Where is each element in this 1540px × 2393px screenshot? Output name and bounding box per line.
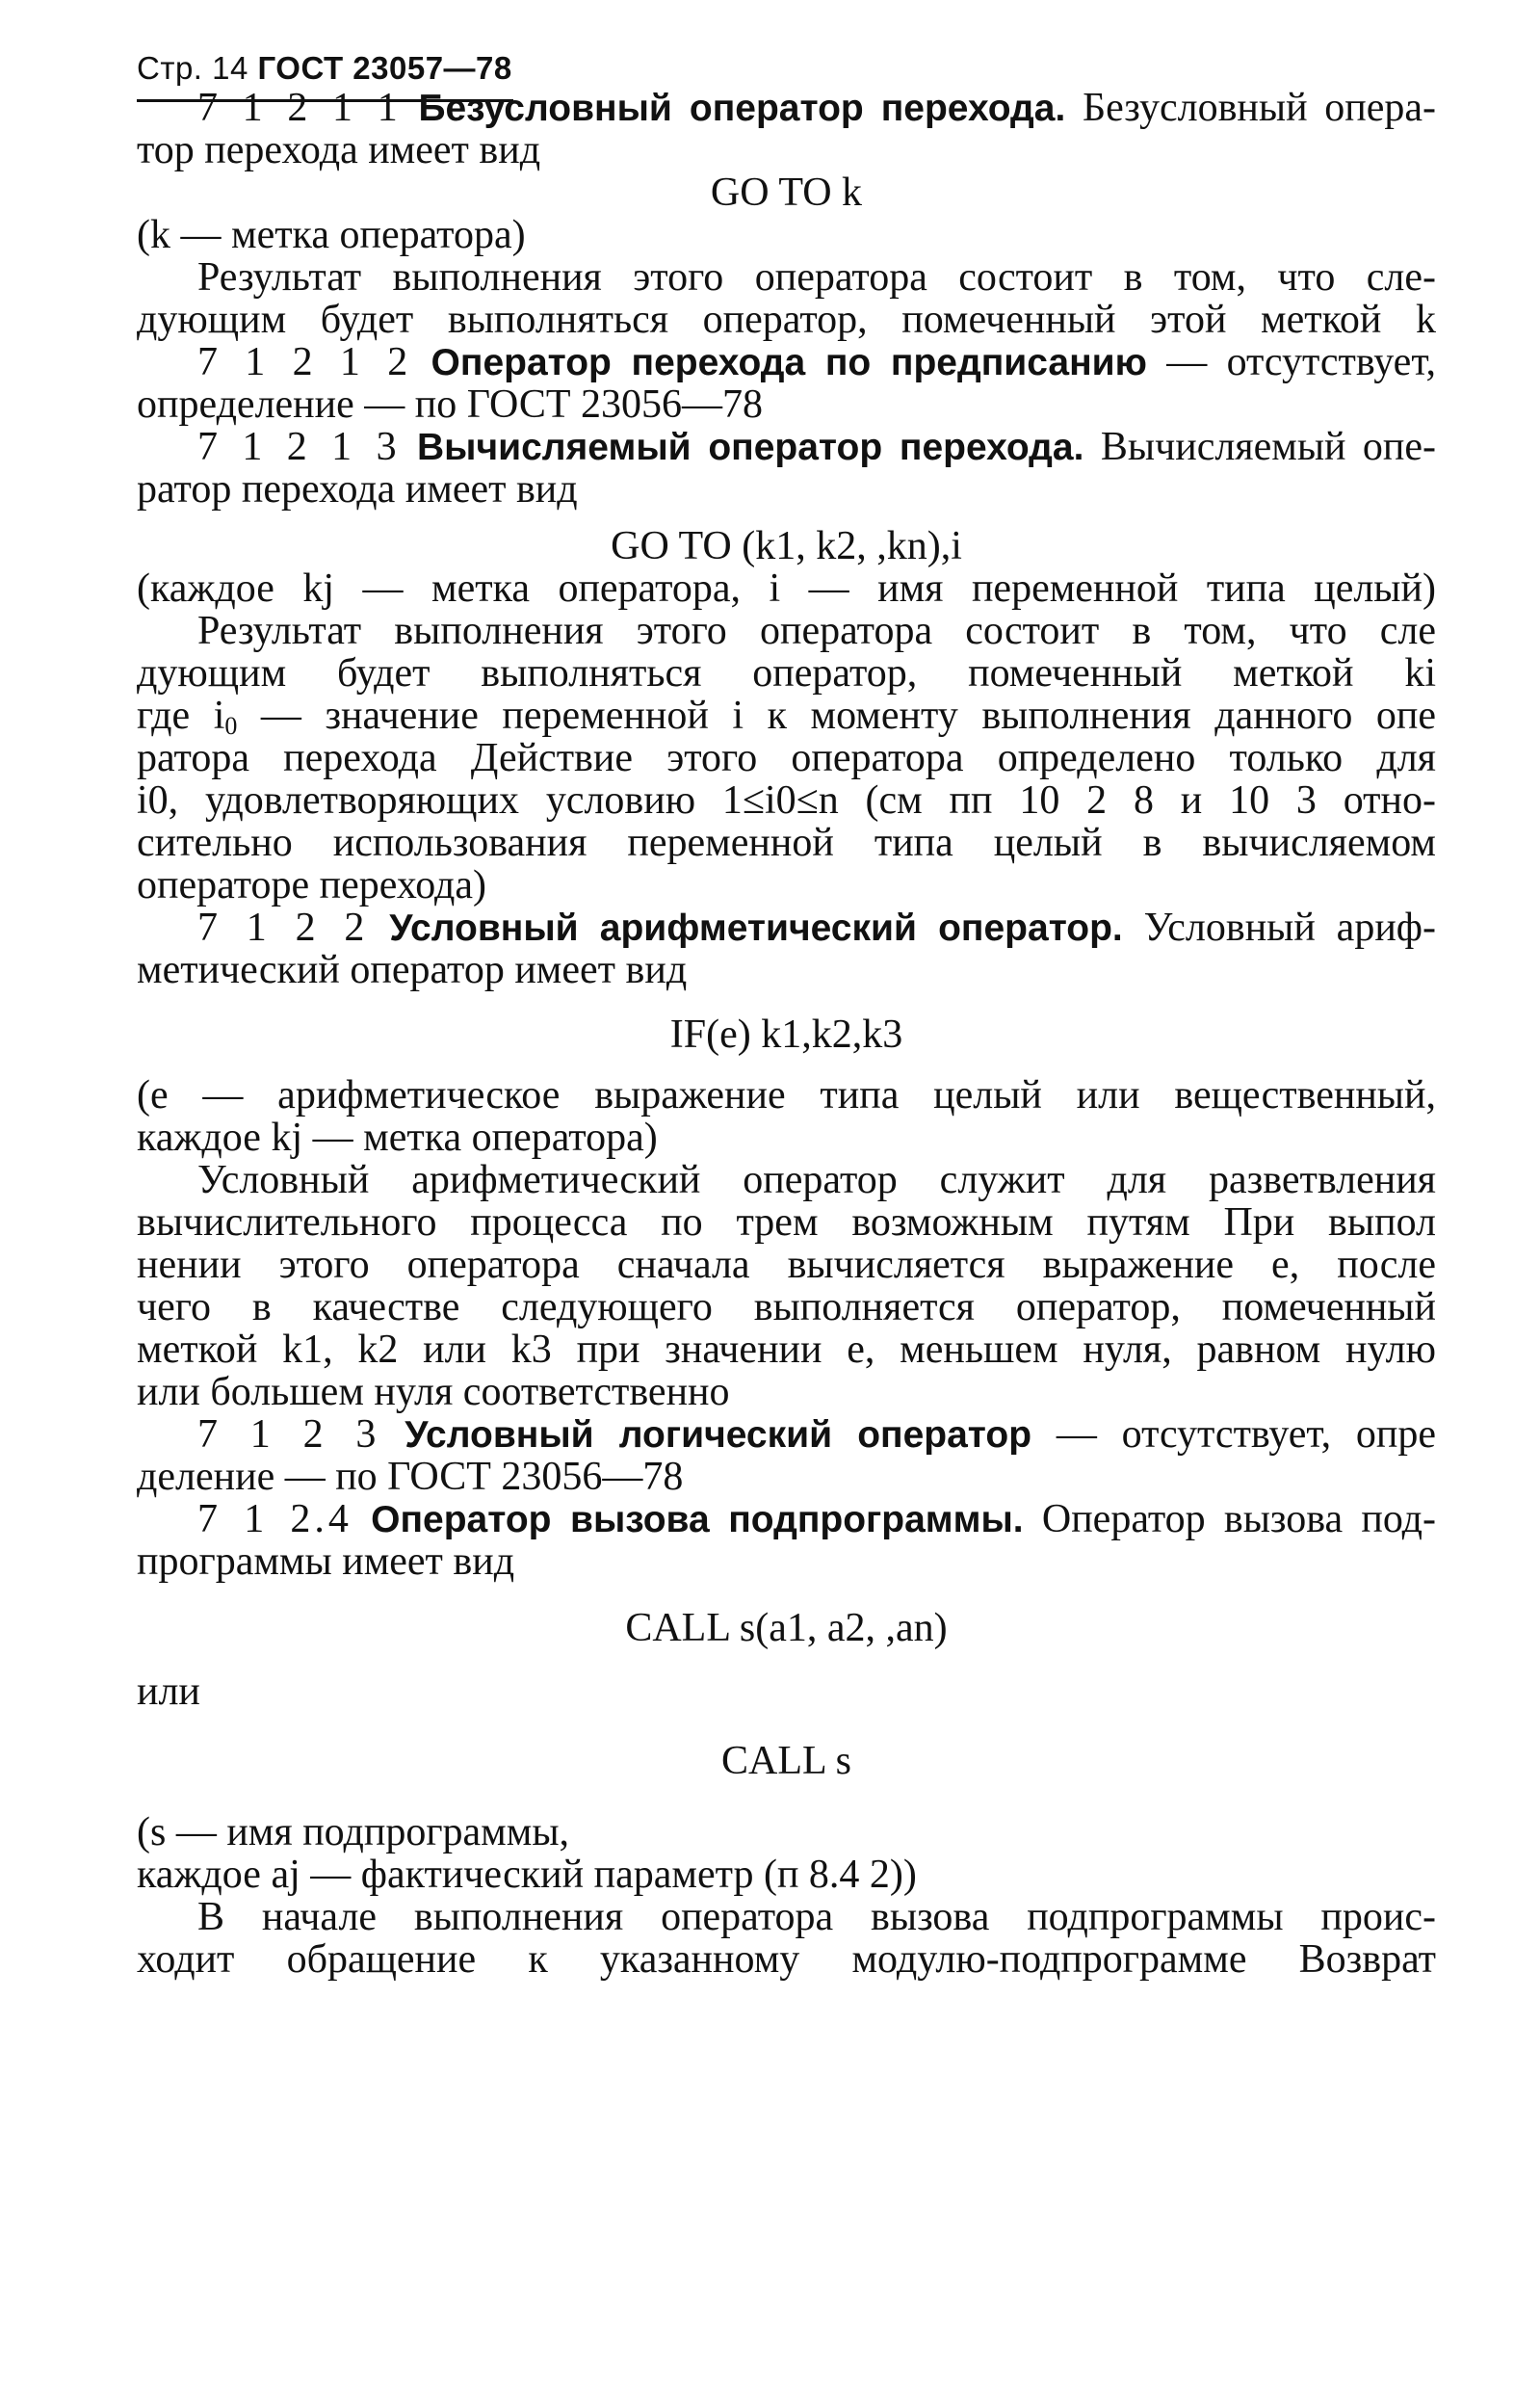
text-line: ратора перехода Действие этого оператора определено только для [137,736,1436,780]
text-line: каждое kj — метка оператора) [137,1116,658,1160]
text-line: или [137,1670,200,1714]
formula-if: IF(e) k1,k2,k3 [669,1012,903,1057]
body-text: Условный ариф- [1143,906,1437,950]
formula-call: CALL s [721,1739,851,1783]
clause-7-1-2-1-3-heading [197,426,1436,469]
body-text: Безусловный опера- [1082,86,1437,130]
text-line: или большем нуля соответственно [137,1370,730,1414]
text-line: i0, удовлетворяющих условию 1≤i0≤n (см пп 10 2 8 и 10 3 отно- [137,778,1436,823]
clause-title: Безусловный оператор перехода. [418,88,1066,129]
page-header [137,50,512,87]
text-line: операторе перехода) [137,863,487,907]
text-line: дующим будет выполняться оператор, помеченный этой меткой k [137,298,1436,342]
text-line: чего в качестве следующего выполняется оператор, помеченный [137,1285,1436,1329]
text-line: тор перехода имеет вид [137,128,541,172]
clause-7-1-2-4-heading [197,1498,1436,1541]
text-line: (каждое kj — метка оператора, i — имя переменной типа целый) [137,566,1436,611]
text-line: (s — имя подпрограммы, [137,1810,570,1854]
formula-goto: GO TO k [710,171,863,215]
text-line: Условный арифметический оператор служит для разветвления [197,1158,1436,1202]
text-line: сительно использования переменной типа целый в вычисляемом [137,821,1436,865]
body-text: Оператор вызова под- [1041,1497,1437,1541]
text-line [137,694,1437,740]
clause-number: 7 1 2 2 [197,906,369,950]
text-fragment: меткой k1, k2 или k3 [137,1328,552,1372]
text-fragment: где [137,694,191,738]
body-text: Вычисляемый опе- [1100,425,1437,469]
text-line [137,1328,1436,1371]
clause-title: Вычисляемый оператор перехода. [417,427,1084,468]
clause-title: Оператор вызова подпрограммы. [371,1499,1024,1540]
text-line: В начале выполнения оператора вызова подпрограммы проис- [197,1895,1436,1939]
clause-number: 7 1 2 3 [197,1412,380,1457]
text-line: Результат выполнения этого оператора состоит в том, что сле- [197,255,1436,300]
text-line: (е — арифметическое выражение типа целый или вещественный, [137,1073,1436,1118]
text-fragment: — фактический параметр (п 8.4 2)) [310,1853,917,1897]
text-fragment: к моменту выполнения данного опе [767,694,1437,738]
text-fragment: каждое aj [137,1853,300,1897]
text-line: вычислительного процесса по трем возможным путям При выпол [137,1200,1436,1245]
clause-number: 7 1 2.4 [197,1497,352,1541]
text-fragment: $i_0$ [213,694,238,740]
standard-number: ГОСТ 23057—78 [257,50,512,86]
clause-7-1-2-3-heading [197,1413,1436,1457]
text-line: ратор перехода имеет вид [137,467,578,512]
clause-number: 7 1 2 1 3 [197,425,401,469]
clause-title: Оператор перехода по предписанию [431,342,1147,383]
clause-number: 7 1 2 1 1 [197,86,402,130]
clause-number: 7 1 2 1 2 [197,340,412,384]
text-line: дующим будет выполняться оператор, помеченный меткой ki [137,651,1436,696]
clause-7-1-2-2-heading [197,907,1436,950]
text-line: деление — по ГОСТ 23056—78 [137,1455,684,1499]
text-line: Результат выполнения этого оператора состоит в том, что сле [197,609,1436,653]
formula-call-args: CALL s(a1, a2, ,an) [625,1606,948,1650]
text-line: ходит обращение к указанному модулю-подпрограмме Возврат [137,1937,1436,1982]
text-line: нении этого оператора сначала вычисляется выражение е, после [137,1243,1436,1287]
body-text: — отсутствует, опре [1056,1412,1437,1457]
text-fragment: — значение переменной [260,694,709,738]
formula-computed-goto: GO TO (k1, k2, ,kn),i [611,524,962,568]
text-fragment: i [732,694,744,738]
clause-title: Условный арифметический оператор. [389,907,1123,949]
text-line: определение — по ГОСТ 23056—78 [137,382,763,427]
text-line: (k — метка оператора) [137,213,526,257]
clause-7-1-2-1-1-heading [197,87,1436,130]
page-number: Стр. 14 [137,50,248,86]
clause-title: Условный логический оператор [405,1414,1032,1456]
text-fragment: при значении е, меньшем нуля, равном нулю [576,1328,1436,1372]
body-text: — отсутствует, [1166,340,1437,384]
text-line [137,1854,1436,1896]
text-line: программы имеет вид [137,1539,515,1584]
text-line: метический оператор имеет вид [137,948,688,992]
clause-7-1-2-1-2-heading [197,341,1436,384]
